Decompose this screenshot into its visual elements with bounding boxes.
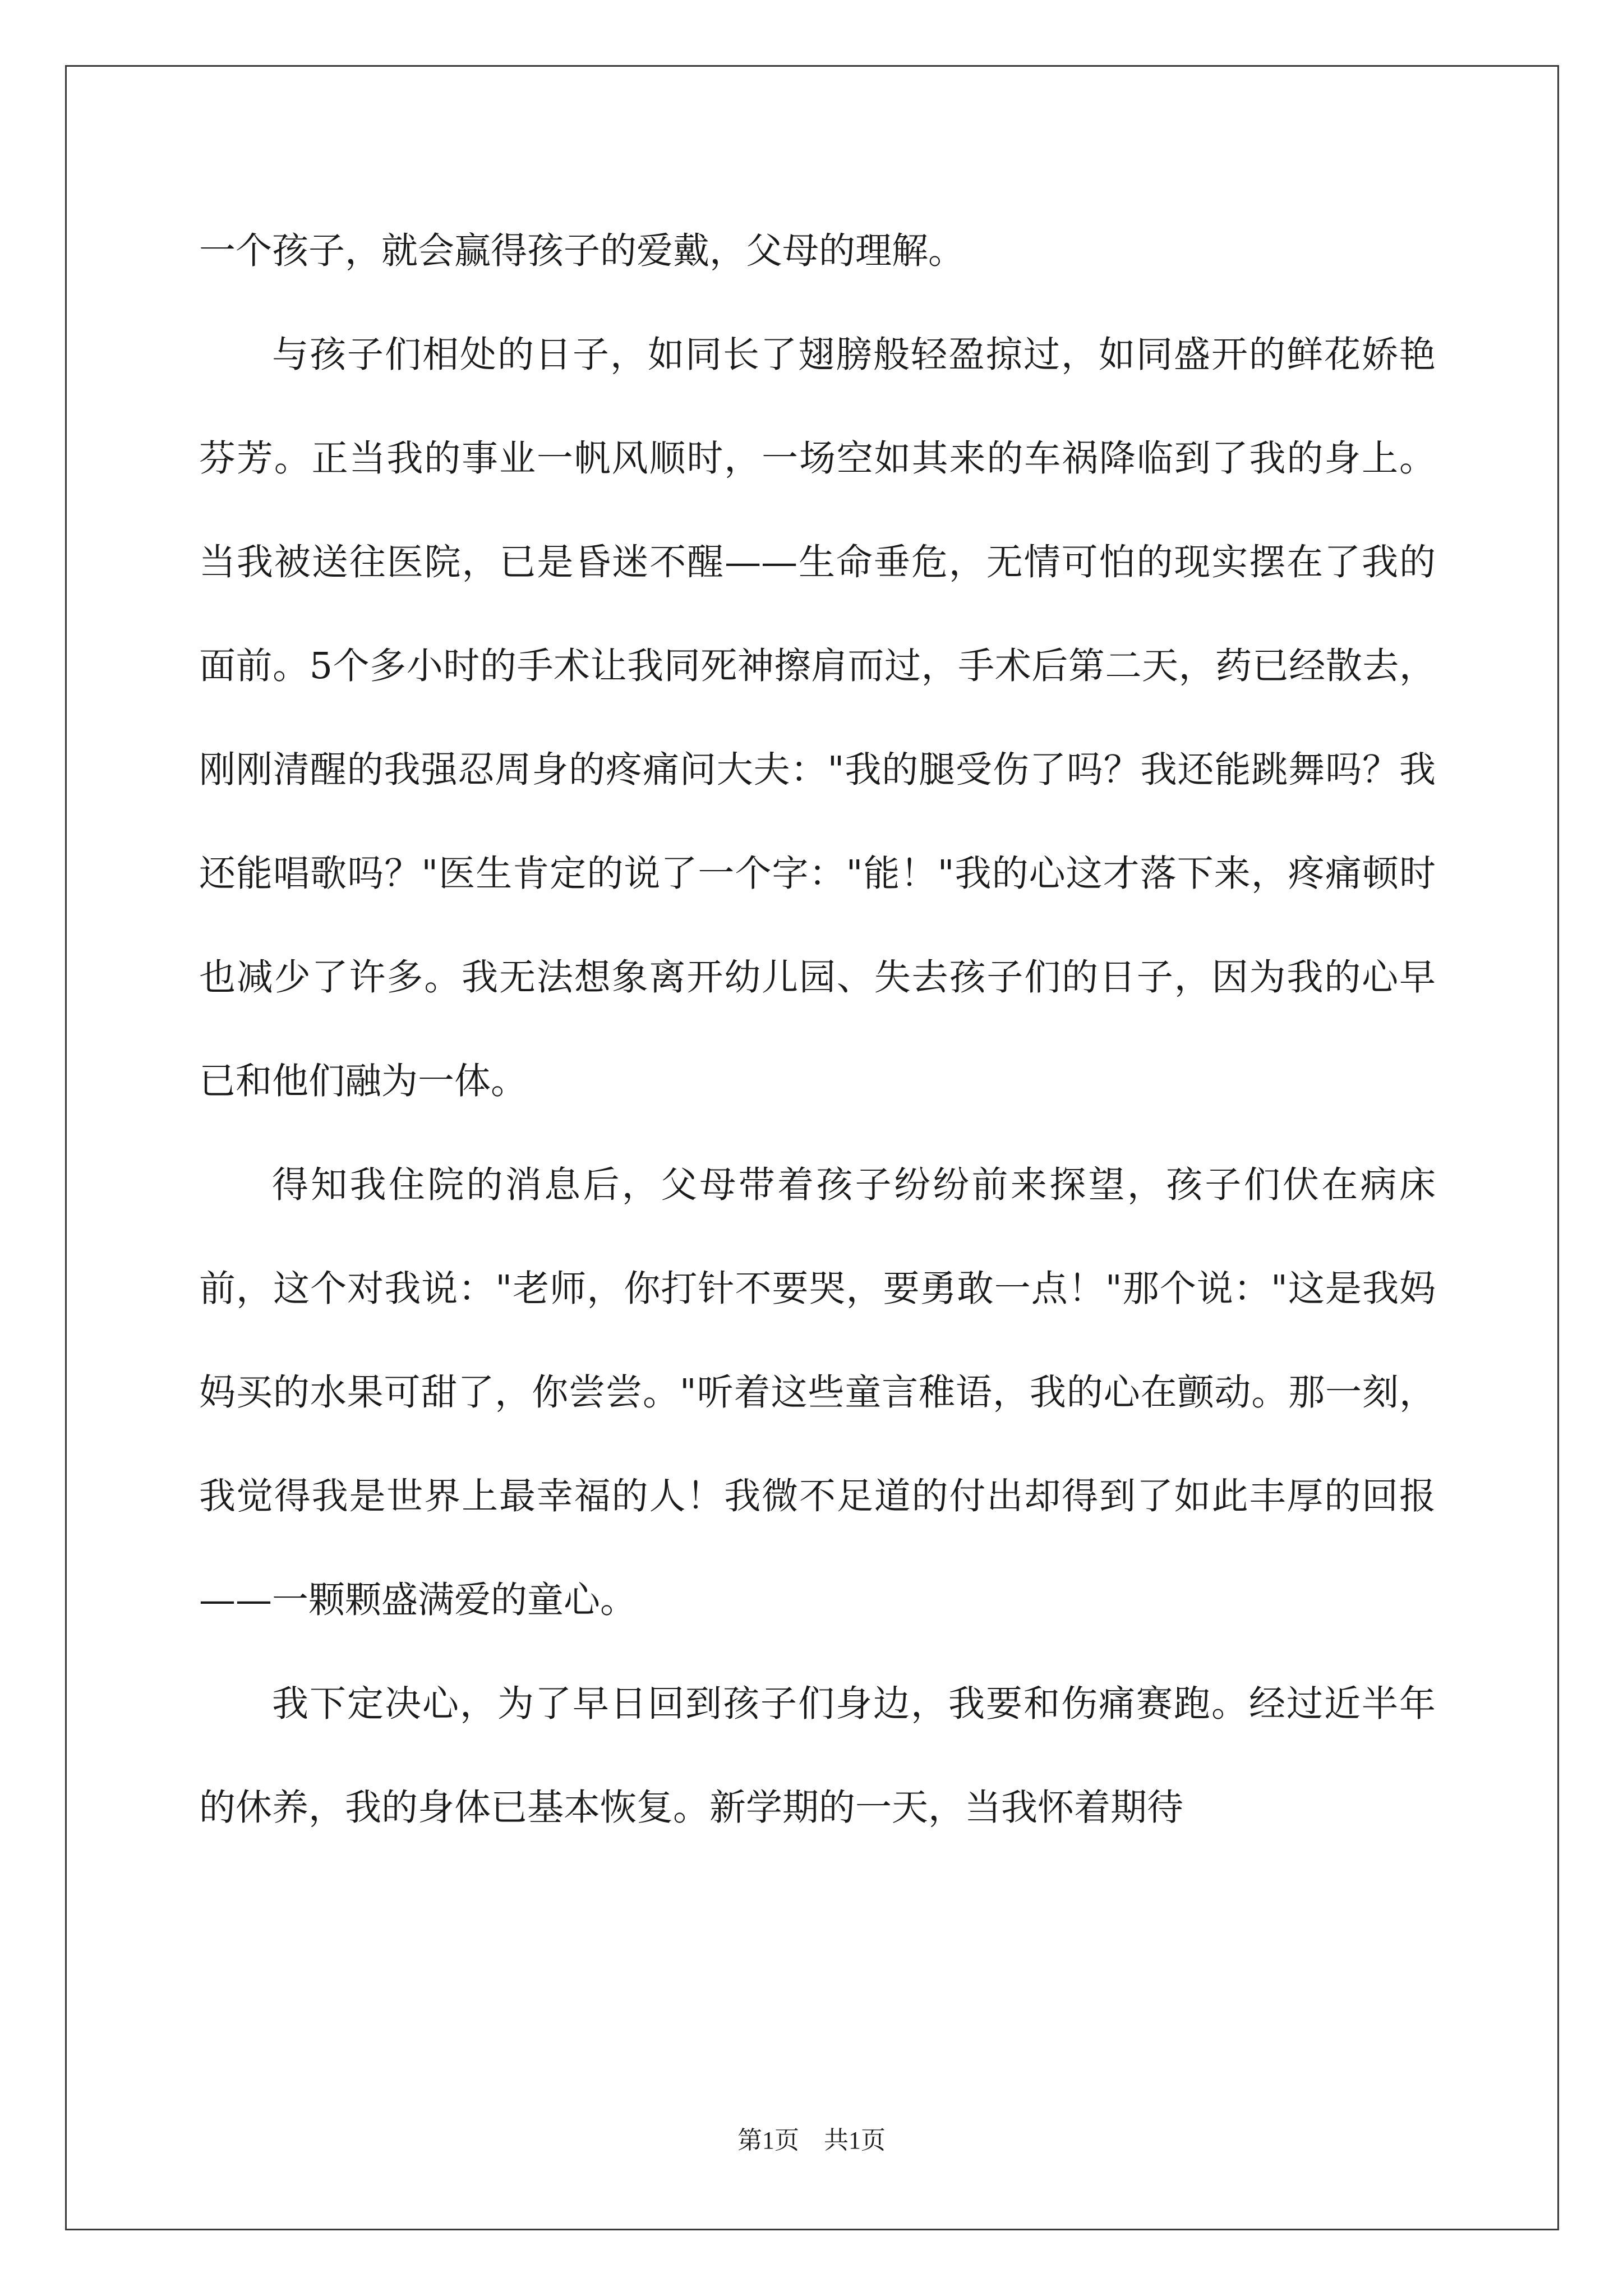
paragraph-1: 一个孩子，就会赢得孩子的爱戴，父母的理解。 xyxy=(199,230,965,272)
document-body xyxy=(199,199,1436,1860)
page-number: 第1页 xyxy=(737,2127,799,2154)
page-footer xyxy=(0,2124,1623,2157)
paragraph-4: 我下定决心，为了早日回到孩子们身边，我要和伤痛赛跑。经过近半年的休养，我的身体已基本恢复。新学期的一天，当我怀着期待 xyxy=(199,1683,1436,1829)
footer-gap xyxy=(799,2127,824,2154)
page-total: 共1页 xyxy=(824,2127,886,2154)
paragraph-3: 得知我住院的消息后，父母带着孩子纷纷前来探望，孩子们伏在病床前，这个对我说："老师，你打针不要哭，要勇敢一点！"那个说："这是我妈妈买的水果可甜了，你尝尝。"听着这些童言稚语，我的心在颤动。那一刻，我觉得我是世界上最幸福的人！我微不足道的付出却得到了如此丰厚的回报——一颗颗盛满爱的童心。 xyxy=(199,1164,1436,1621)
paragraph-2: 与孩子们相处的日子，如同长了翅膀般轻盈掠过，如同盛开的鲜花娇艳芬芳。正当我的事业一帆风顺时，一场空如其来的车祸降临到了我的身上。当我被送往医院，已是昏迷不醒——生命垂危，无情可怕的现实摆在了我的面前。5个多小时的手术让我同死神擦肩而过，手术后第二天，药已经散去，刚刚清醒的我强忍周身的疼痛问大夫："我的腿受伤了吗？我还能跳舞吗？我还能唱歌吗？"医生肯定的说了一个字："能！"我的心这才落下来，疼痛顿时也减少了许多。我无法想象离开幼儿园、失去孩子们的日子，因为我的心早已和他们融为一体。 xyxy=(199,334,1436,1102)
